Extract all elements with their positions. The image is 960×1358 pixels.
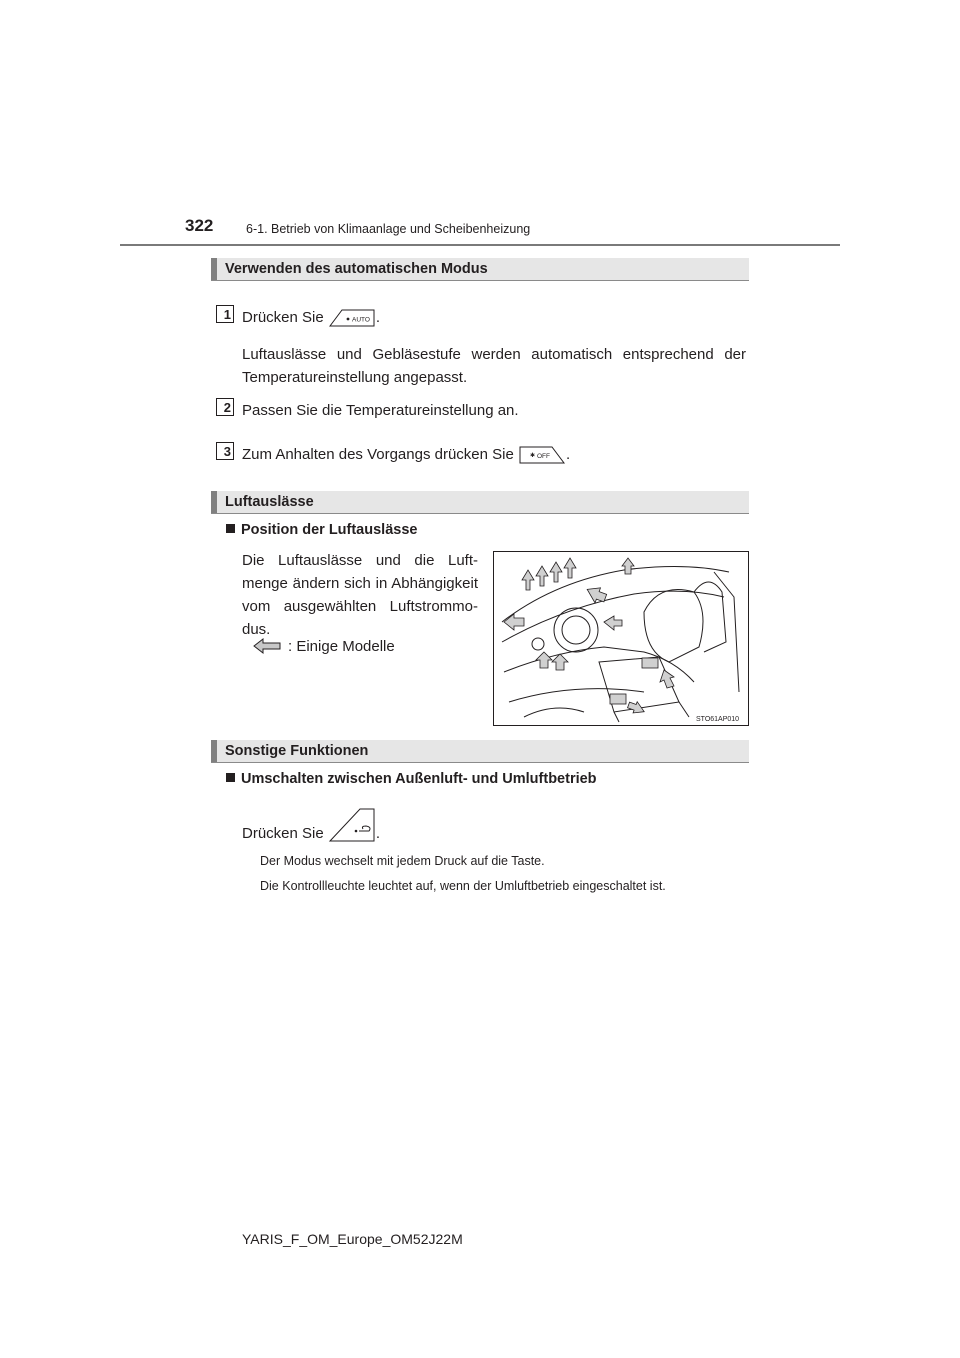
- step-number-1: 1: [216, 305, 234, 323]
- legend-text: : Einige Modelle: [288, 638, 395, 655]
- auto-button-icon: [328, 308, 376, 328]
- outlets-paragraph: Die Luftauslässe und die Luft- menge ändern sich in Abhängigkeit vom ausgewählten Luftstrommo- dus.: [242, 552, 478, 638]
- step-number-2: 2: [216, 398, 234, 416]
- off-button-icon: [518, 445, 566, 465]
- air-outlets-illustration: [493, 551, 749, 726]
- svg-text:OFF: OFF: [537, 453, 551, 461]
- square-bullet-icon: [226, 524, 235, 533]
- svg-text:AUTO: AUTO: [351, 316, 370, 324]
- step-3-text: Zum Anhalten des Vorgangs drücken Sie ✱ OFF .: [242, 443, 570, 466]
- header-divider: [120, 244, 840, 246]
- square-bullet-icon: [226, 773, 235, 782]
- page-number: 322: [185, 216, 214, 235]
- recirculation-note-2: Die Kontrollleuchte leuchtet auf, wenn der Umluftbetrieb eingeschaltet ist.: [260, 879, 666, 893]
- chapter-title: 6-1. Betrieb von Klimaanlage und Scheibenheizung: [246, 222, 531, 236]
- section-title: Luftauslässe: [225, 494, 314, 510]
- section-title: Verwenden des automatischen Modus: [225, 261, 488, 277]
- section-auto-mode: [211, 258, 749, 281]
- svg-text:✱: ✱: [530, 453, 536, 460]
- recirculation-note-1: Der Modus wechselt mit jedem Druck auf die Taste.: [260, 854, 545, 868]
- car-interior-drawing: [494, 552, 748, 725]
- recirculation-instruction: Drücken Sie .: [242, 806, 380, 845]
- step-1-note: Luftauslässe und Gebläsestufe werden automatisch entsprechend der Temperatureinstellung angepasst.: [242, 346, 746, 386]
- section-other-functions: [211, 740, 749, 763]
- recirculation-button-icon: [328, 806, 376, 844]
- step-2-text: Passen Sie die Temperatureinstellung an.: [242, 402, 519, 419]
- section-title: Sonstige Funktionen: [225, 743, 369, 759]
- recirculation-subheading: Umschalten zwischen Außenluft- und Umluftbetrieb: [226, 771, 597, 787]
- step-1-text: Drücken Sie AUTO .: [242, 306, 380, 329]
- figure-code: STO61AP010: [696, 716, 740, 723]
- outlets-subheading: Position der Luftauslässe: [226, 522, 417, 538]
- document-code: YARIS_F_OM_Europe_OM52J22M: [242, 1231, 463, 1247]
- step-number-3: 3: [216, 442, 234, 460]
- arrow-legend-icon: [252, 637, 282, 655]
- section-outlets: [211, 491, 749, 514]
